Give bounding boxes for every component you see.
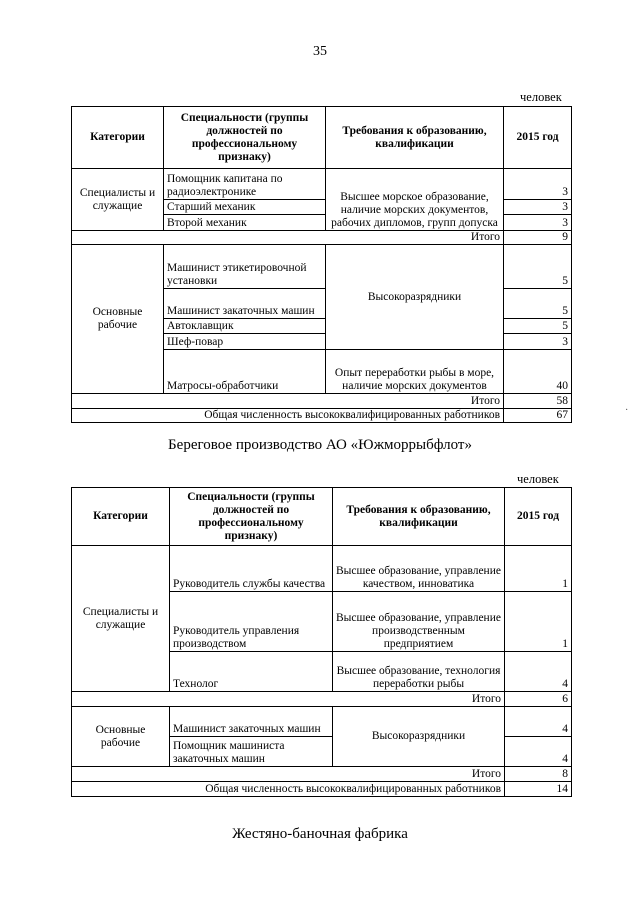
value-cell: 4 — [505, 707, 572, 737]
value-cell: 3 — [504, 334, 572, 350]
unit-label-table1: человек — [520, 90, 562, 104]
unit-label-table2: человек — [517, 472, 559, 486]
category-workers: Основные рабочие — [72, 707, 170, 767]
category-specialists: Специалисты и служащие — [72, 169, 164, 231]
subtotal-label: Итого — [72, 231, 504, 245]
specialty-cell: Руководитель службы качества — [170, 546, 333, 592]
subtotal-value: 6 — [505, 692, 572, 707]
header-specialty: Специальности (группы должностей по профессиональному признаку) — [164, 107, 326, 169]
specialty-cell: Машинист закаточных машин — [170, 707, 333, 737]
requirement-cell: Высшее морское образование, наличие морских документов, рабочих дипломов, групп допуска — [326, 169, 504, 231]
value-cell: 5 — [504, 319, 572, 334]
section-caption-can-factory: Жестяно-баночная фабрика — [232, 826, 408, 842]
header-requirements: Требования к образованию, квалификации — [333, 488, 505, 546]
grand-total-value: 67 — [504, 409, 572, 423]
value-cell: 40 — [504, 350, 572, 394]
value-cell: 5 — [504, 289, 572, 319]
table-header-row — [72, 107, 572, 169]
specialty-cell: Шеф-повар — [164, 334, 326, 350]
grand-total-value: 14 — [505, 782, 572, 797]
table-row — [72, 707, 572, 737]
specialty-cell: Второй механик — [164, 215, 326, 231]
page-number: 35 — [313, 44, 327, 59]
specialty-cell: Руководитель управления производством — [170, 592, 333, 652]
value-cell: 1 — [505, 546, 572, 592]
grand-total-row — [72, 409, 572, 423]
header-category: Категории — [72, 488, 170, 546]
subtotal-value: 58 — [504, 394, 572, 409]
specialty-cell: Технолог — [170, 652, 333, 692]
staff-table-coastal — [71, 487, 572, 797]
table-header-row — [72, 488, 572, 546]
requirement-cell: Опыт переработки рыбы в море, наличие морских документов — [326, 350, 504, 394]
subtotal-label: Итого — [72, 394, 504, 409]
subtotal-row — [72, 231, 572, 245]
header-category: Категории — [72, 107, 164, 169]
specialty-cell: Помощник машиниста закаточных машин — [170, 737, 333, 767]
header-specialty: Специальности (группы должностей по профессиональному признаку) — [170, 488, 333, 546]
value-cell: 4 — [505, 652, 572, 692]
table-row — [72, 546, 572, 592]
subtotal-value: 8 — [505, 767, 572, 782]
grand-total-label: Общая численность высококвалифицированных работников — [72, 409, 504, 423]
margin-mark: · — [625, 405, 629, 416]
subtotal-value: 9 — [504, 231, 572, 245]
grand-total-label: Общая численность высококвалифицированных работников — [72, 782, 505, 797]
subtotal-row — [72, 767, 572, 782]
staff-table-fleet — [71, 106, 572, 423]
subtotal-row — [72, 692, 572, 707]
requirement-cell: Высшее образование, управление производственным предприятием — [333, 592, 505, 652]
requirement-cell: Высшее образование, управление качеством, инноватика — [333, 546, 505, 592]
header-year: 2015 год — [504, 107, 572, 169]
value-cell: 4 — [505, 737, 572, 767]
section-caption-coastal: Береговое производство АО «Южморрыбфлот» — [168, 437, 472, 453]
category-workers: Основные рабочие — [72, 245, 164, 394]
table-row — [72, 245, 572, 289]
specialty-cell: Старший механик — [164, 200, 326, 215]
subtotal-label: Итого — [72, 692, 505, 707]
subtotal-label: Итого — [72, 767, 505, 782]
header-requirements: Требования к образованию, квалификации — [326, 107, 504, 169]
table-row — [72, 169, 572, 200]
value-cell: 5 — [504, 245, 572, 289]
value-cell: 3 — [504, 200, 572, 215]
specialty-cell: Машинист этикетировочной установки — [164, 245, 326, 289]
requirement-cell: Высокоразрядники — [333, 707, 505, 767]
grand-total-row — [72, 782, 572, 797]
specialty-cell: Матросы-обработчики — [164, 350, 326, 394]
requirement-cell: Высокоразрядники — [326, 245, 504, 350]
requirement-cell: Высшее образование, технология переработки рыбы — [333, 652, 505, 692]
specialty-cell: Автоклавщик — [164, 319, 326, 334]
specialty-cell: Машинист закаточных машин — [164, 289, 326, 319]
value-cell: 1 — [505, 592, 572, 652]
subtotal-row — [72, 394, 572, 409]
value-cell: 3 — [504, 169, 572, 200]
value-cell: 3 — [504, 215, 572, 231]
specialty-cell: Помощник капитана по радиоэлектронике — [164, 169, 326, 200]
header-year: 2015 год — [505, 488, 572, 546]
category-specialists: Специалисты и служащие — [72, 546, 170, 692]
